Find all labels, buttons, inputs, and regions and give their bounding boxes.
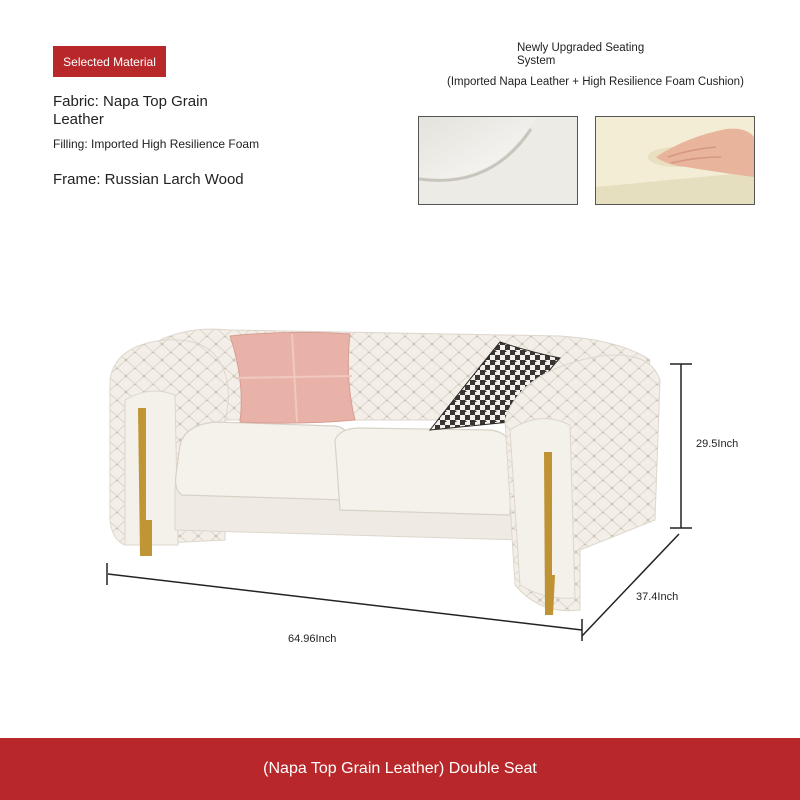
seat-cushion-left bbox=[176, 422, 351, 500]
footer-caption: (Napa Top Grain Leather) Double Seat bbox=[263, 760, 537, 777]
filling-spec: Filling: Imported High Resilience Foam bbox=[53, 137, 260, 151]
seat-cushion-right bbox=[335, 428, 512, 515]
depth-dimension-line bbox=[582, 534, 679, 636]
fabric-spec: Fabric: Napa Top Grain Leather bbox=[53, 93, 208, 128]
width-label: 64.96Inch bbox=[288, 633, 337, 645]
width-dimension-line bbox=[107, 563, 582, 641]
depth-label: 37.4Inch bbox=[636, 591, 679, 603]
seating-system-subtitle: (Imported Napa Leather + High Resilience Foam Cushion) bbox=[447, 76, 744, 88]
footer-banner bbox=[0, 738, 800, 800]
frame-spec: Frame: Russian Larch Wood bbox=[53, 171, 244, 188]
height-label: 29.5Inch bbox=[696, 438, 739, 450]
seating-system-title: Newly Upgraded Seating System bbox=[517, 42, 645, 67]
height-dimension-line bbox=[670, 364, 692, 528]
selected-material-badge: Selected Material bbox=[53, 46, 166, 77]
